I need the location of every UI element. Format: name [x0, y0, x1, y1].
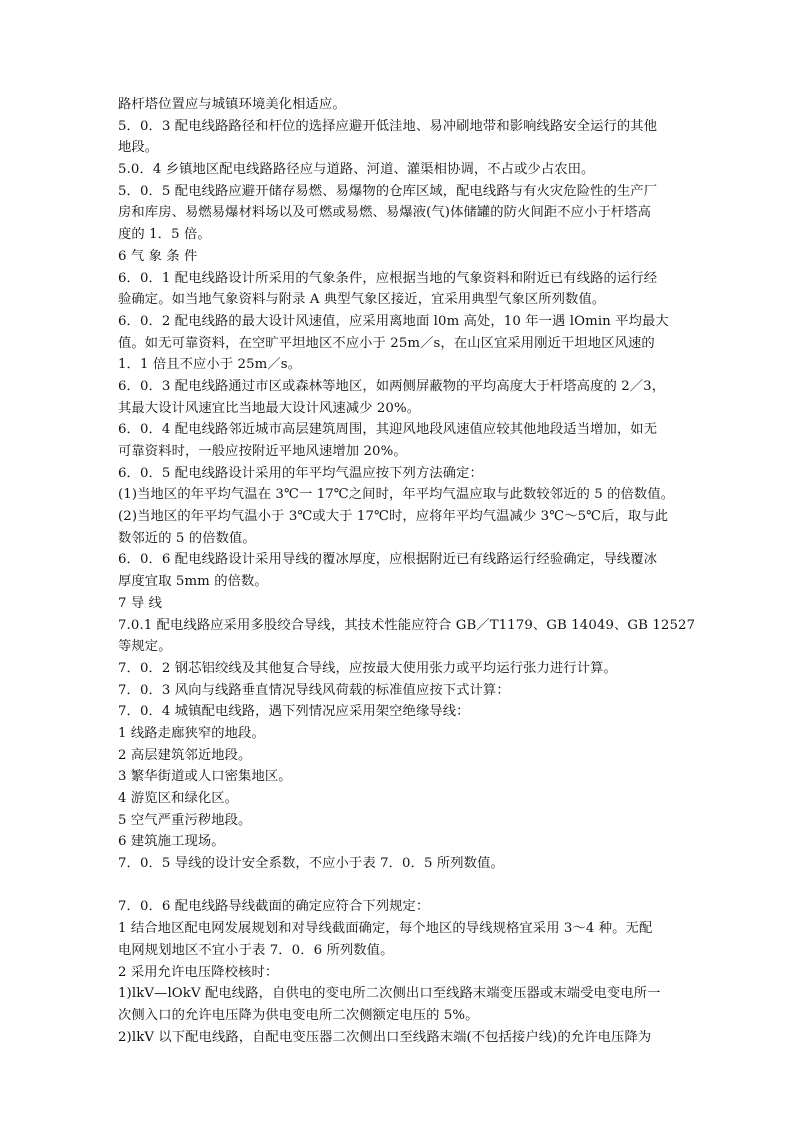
text-line: 5 空气严重污秽地段。: [118, 812, 252, 828]
text-line: 5．0．3 配电线路路径和杆位的选择应避开低洼地、易冲刷地带和影响线路安全运行的其他: [118, 118, 658, 134]
text-line: 7．0．2 钢芯铝绞线及其他复合导线，应按最大使用张力或平均运行张力进行计算。: [118, 660, 617, 676]
text-line: 2 高层建筑邻近地段。: [118, 747, 252, 763]
text-line: 1 结合地区配电网发展规划和对导线截面确定，每个地区的导线规格宜采用 3～4 种。无配: [118, 921, 653, 937]
text-line: 2)lkV 以下配电线路，自配电变压器二次侧出口至线路末端(不包括接户线)的允许电压降为: [118, 1029, 652, 1045]
text-line: 6 气 象 条 件: [118, 248, 198, 264]
text-line: 可靠资料时，一般应按附近平地风速增加 20%。: [118, 444, 407, 459]
text-line: 7 导 线: [118, 595, 163, 611]
text-line: 6．0．4 配电线路邻近城市高层建筑周围，其迎风地段风速值应较其他地段适当增加，如无: [118, 422, 658, 438]
text-line: 7.0.1 配电线路应采用多股绞合导线，其技术性能应符合 GB／T1179、GB 14049、GB 12527: [118, 617, 696, 633]
text-line: 房和库房、易燃易爆材料场以及可燃或易燃、易爆液(气)体储罐的防火间距不应小于杆塔高: [118, 205, 652, 221]
text-line: 厚度宜取 5mm 的倍数。: [118, 574, 268, 590]
text-line: 验确定。如当地气象资料与附录 A 典型气象区接近，宜采用典型气象区所列数值。: [118, 292, 606, 308]
text-line: 地段。: [118, 140, 159, 156]
text-line: 6．0．6 配电线路设计采用导线的覆冰厚度，应根据附近已有线路运行经验确定，导线覆冰: [118, 552, 658, 568]
text-line: 等规定。: [118, 639, 172, 655]
text-line: (2)当地区的年平均气温小于 3℃或大于 17℃时，应将年平均气温减少 3℃～5℃后，取与此: [118, 509, 669, 525]
text-line: 1 线路走廊狭窄的地段。: [118, 725, 265, 741]
text-line: 4 游览区和绿化区。: [118, 791, 239, 806]
text-line: 7．0．6 配电线路导线截面的确定应符合下列规定：: [118, 899, 430, 915]
text-line: 6 建筑施工现场。: [118, 834, 225, 850]
text-line: 5.0．4 乡镇地区配电线路路径应与道路、河道、灌渠相协调，不占或少占农田。: [118, 162, 595, 178]
text-line: 度的 1．5 倍。: [118, 227, 211, 243]
text-line: 7．0．3 风向与线路垂直情况导线风荷载的标准值应按下式计算：: [118, 682, 510, 698]
text-line: 7．0．4 城镇配电线路，遇下列情况应采用架空绝缘导线：: [118, 704, 470, 720]
text-line: 值。如无可靠资料，在空旷平坦地区不应小于 25m／s，在山区宜采用刚近干坦地区风速的: [118, 335, 655, 351]
document-body: [118, 94, 696, 1048]
text-line: 1．1 倍且不应小于 25m／s。: [118, 357, 302, 373]
text-line: 2 采用允许电压降校核时：: [118, 964, 279, 980]
text-line: 1)lkV—lOkV 配电线路，自供电的变电所二次侧出口至线路末端变压器或末端受电变电所一: [118, 986, 661, 1002]
text-line: (1)当地区的年平均气温在 3℃一 17℃之间时，年平均气温应取与此数较邻近的 5 的倍数值。: [118, 487, 675, 503]
text-line: 5．0．5 配电线路应避开储存易燃、易爆物的仓库区域，配电线路与有火灾危险性的生产厂: [118, 183, 658, 199]
text-line: 6．0．5 配电线路设计采用的年平均气温应按下列方法确定：: [118, 465, 483, 481]
text-line: 6．0．3 配电线路通过市区或森林等地区，如两侧屏蔽物的平均高度大于杆塔高度的 2／3，: [118, 378, 666, 394]
text-line: 6．0．1 配电线路设计所采用的气象条件，应根据当地的气象资料和附近已有线路的运行经: [118, 270, 658, 286]
text-line: 次侧入口的允许电压降为供电变电所二次侧额定电压的 5%。: [118, 1007, 479, 1023]
text-line: 电网规划地区不宜小于表 7．0．6 所列数值。: [118, 942, 394, 958]
text-line: 3 繁华街道或人口密集地区。: [118, 769, 292, 785]
text-line: 6．0．2 配电线路的最大设计风速值，应采用离地面 l0m 高处，10 年一遇 lOmin 平均最大: [118, 313, 669, 329]
text-line: 其最大设计风速宜比当地最大设计风速减少 20%。: [118, 400, 421, 416]
text-line: 7．0．5 导线的设计安全系数，不应小于表 7．0．5 所列数值。: [118, 856, 504, 872]
text-line: 数邻近的 5 的倍数值。: [118, 530, 256, 546]
text-line: 路杆塔位置应与城镇环境美化相适应。: [118, 97, 346, 112]
blank-line: [118, 875, 680, 897]
